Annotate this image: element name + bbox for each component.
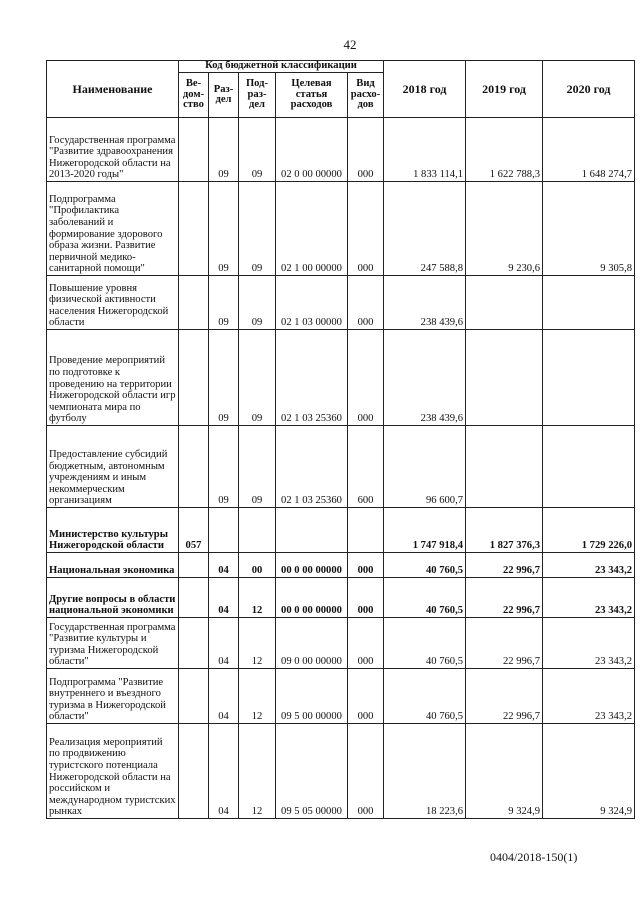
row-podrazdel: 09	[239, 182, 276, 276]
row-2018: 96 600,7	[384, 426, 466, 508]
header-budget-code: Код бюджетной классификации	[179, 61, 384, 73]
row-2018: 40 760,5	[384, 553, 466, 578]
table-row	[47, 553, 635, 578]
row-razdel: 04	[209, 553, 239, 578]
table-row	[47, 618, 635, 669]
row-razdel: 09	[209, 426, 239, 508]
row-tselevaya: 02 1 03 25360	[276, 330, 348, 426]
header-razdel: Раз-дел	[209, 73, 239, 118]
row-ved	[179, 426, 209, 508]
row-2020: 23 343,2	[543, 669, 635, 724]
row-razdel	[209, 508, 239, 553]
table-row	[47, 669, 635, 724]
row-tselevaya: 09 0 00 00000	[276, 618, 348, 669]
row-ved	[179, 182, 209, 276]
budget-table	[46, 60, 635, 819]
row-2019	[466, 426, 543, 508]
row-2019: 1 622 788,3	[466, 118, 543, 182]
row-2019: 1 827 376,3	[466, 508, 543, 553]
row-name: Государственная программа "Развитие здравоохранения Нижегородской области на 2013-2020 годы"	[47, 118, 179, 182]
row-razdel: 04	[209, 578, 239, 618]
row-ved	[179, 669, 209, 724]
header-tselevaya: Целевая статья расходов	[276, 73, 348, 118]
row-2020: 23 343,2	[543, 553, 635, 578]
row-2020: 1 729 226,0	[543, 508, 635, 553]
row-podrazdel: 09	[239, 330, 276, 426]
row-tselevaya: 00 0 00 00000	[276, 578, 348, 618]
row-ved	[179, 276, 209, 330]
row-podrazdel: 12	[239, 618, 276, 669]
row-name: Подпрограмма "Развитие внутреннего и въездного туризма в Нижегородской области"	[47, 669, 179, 724]
table-body	[47, 118, 635, 819]
row-2020: 23 343,2	[543, 578, 635, 618]
row-name: Государственная программа "Развитие культуры и туризма Нижегородской области"	[47, 618, 179, 669]
row-2020	[543, 330, 635, 426]
row-2019: 22 996,7	[466, 669, 543, 724]
row-podrazdel: 09	[239, 276, 276, 330]
row-vid: 000	[348, 618, 384, 669]
row-2018: 40 760,5	[384, 669, 466, 724]
row-name: Проведение мероприятий по подготовке к проведению на территории Нижегородской области игр чемпионата мира по футболу	[47, 330, 179, 426]
row-tselevaya: 02 1 03 25360	[276, 426, 348, 508]
header-podrazdel: Под-раз-дел	[239, 73, 276, 118]
row-2020: 23 343,2	[543, 618, 635, 669]
table-row	[47, 578, 635, 618]
row-ved: 057	[179, 508, 209, 553]
row-2018: 40 760,5	[384, 618, 466, 669]
row-podrazdel: 12	[239, 578, 276, 618]
row-razdel: 04	[209, 669, 239, 724]
row-razdel: 09	[209, 182, 239, 276]
row-podrazdel	[239, 508, 276, 553]
table-row	[47, 276, 635, 330]
row-2019: 22 996,7	[466, 578, 543, 618]
row-tselevaya: 00 0 00 00000	[276, 553, 348, 578]
row-vid: 000	[348, 330, 384, 426]
row-tselevaya: 02 1 00 00000	[276, 182, 348, 276]
row-podrazdel: 09	[239, 118, 276, 182]
table-row	[47, 724, 635, 819]
header-2018: 2018 год	[384, 61, 466, 118]
row-tselevaya	[276, 508, 348, 553]
row-vid: 000	[348, 669, 384, 724]
row-ved	[179, 330, 209, 426]
row-2018: 238 439,6	[384, 330, 466, 426]
document-footer-code: 0404/2018-150(1)	[490, 850, 578, 864]
row-razdel: 04	[209, 618, 239, 669]
table-row	[47, 508, 635, 553]
row-2019: 22 996,7	[466, 553, 543, 578]
row-2019: 9 230,6	[466, 182, 543, 276]
row-tselevaya: 02 0 00 00000	[276, 118, 348, 182]
row-ved	[179, 618, 209, 669]
row-vid: 000	[348, 578, 384, 618]
row-name: Другие вопросы в области национальной экономики	[47, 578, 179, 618]
header-2020: 2020 год	[543, 61, 635, 118]
row-razdel: 09	[209, 276, 239, 330]
row-ved	[179, 553, 209, 578]
row-ved	[179, 724, 209, 819]
row-podrazdel: 12	[239, 669, 276, 724]
row-name: Подпрограмма "Профилактика заболеваний и формирование здорового образа жизни. Развитие первичной медико-санитарной помощи"	[47, 182, 179, 276]
row-name: Национальная экономика	[47, 553, 179, 578]
row-2020: 1 648 274,7	[543, 118, 635, 182]
row-name: Повышение уровня физической активности населения Нижегородской области	[47, 276, 179, 330]
row-2019: 22 996,7	[466, 618, 543, 669]
table-row	[47, 330, 635, 426]
row-tselevaya: 02 1 03 00000	[276, 276, 348, 330]
row-vid: 000	[348, 276, 384, 330]
row-2018: 1 833 114,1	[384, 118, 466, 182]
table-row	[47, 182, 635, 276]
row-name: Предоставление субсидий бюджетным, автономным учреждениям и иным некоммерческим организациям	[47, 426, 179, 508]
row-vid	[348, 508, 384, 553]
header-ved: Ве-дом-ство	[179, 73, 209, 118]
row-podrazdel: 12	[239, 724, 276, 819]
row-vid: 000	[348, 553, 384, 578]
row-2020: 9 324,9	[543, 724, 635, 819]
row-tselevaya: 09 5 05 00000	[276, 724, 348, 819]
row-razdel: 04	[209, 724, 239, 819]
row-2020: 9 305,8	[543, 182, 635, 276]
row-tselevaya: 09 5 00 00000	[276, 669, 348, 724]
row-name: Министерство культуры Нижегородской области	[47, 508, 179, 553]
row-vid: 000	[348, 182, 384, 276]
row-vid: 000	[348, 724, 384, 819]
row-razdel: 09	[209, 118, 239, 182]
row-2018: 18 223,6	[384, 724, 466, 819]
row-podrazdel: 09	[239, 426, 276, 508]
row-2020	[543, 276, 635, 330]
row-2019	[466, 330, 543, 426]
row-2018: 40 760,5	[384, 578, 466, 618]
row-ved	[179, 578, 209, 618]
table-row	[47, 426, 635, 508]
row-razdel: 09	[209, 330, 239, 426]
row-2019	[466, 276, 543, 330]
row-2018: 247 588,8	[384, 182, 466, 276]
row-podrazdel: 00	[239, 553, 276, 578]
row-name: Реализация мероприятий по продвижению туристского потенциала Нижегородской области на российском и международном туристских рынках	[47, 724, 179, 819]
row-vid: 600	[348, 426, 384, 508]
header-vid: Вид расхо-дов	[348, 73, 384, 118]
row-ved	[179, 118, 209, 182]
table-row	[47, 118, 635, 182]
row-2020	[543, 426, 635, 508]
row-2018: 238 439,6	[384, 276, 466, 330]
row-2018: 1 747 918,4	[384, 508, 466, 553]
row-vid: 000	[348, 118, 384, 182]
header-2019: 2019 год	[466, 61, 543, 118]
header-name: Наименование	[47, 61, 179, 118]
page-number: 42	[343, 37, 357, 52]
row-2019: 9 324,9	[466, 724, 543, 819]
